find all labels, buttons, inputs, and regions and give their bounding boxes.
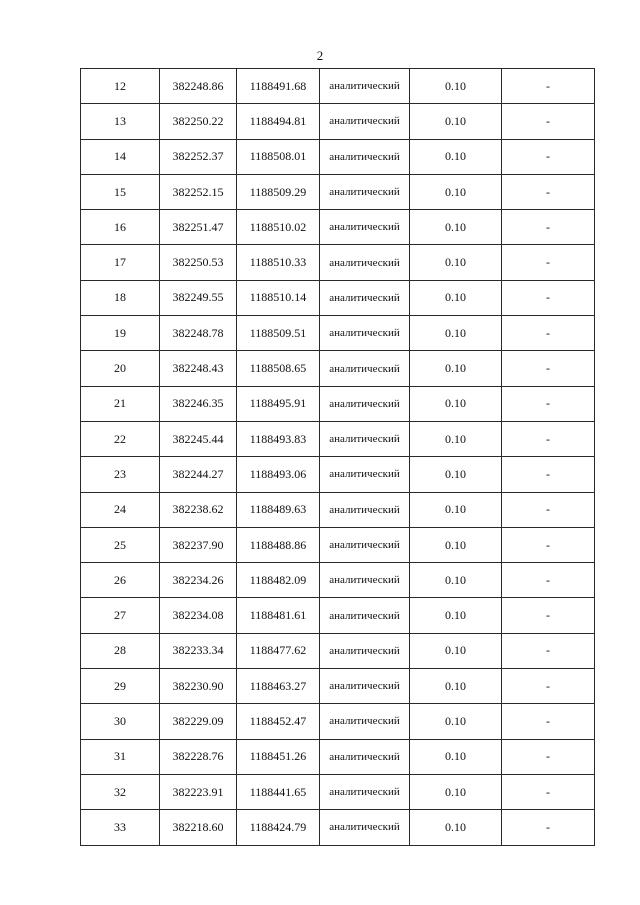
y-coordinate-cell: 1188477.62 (237, 633, 320, 668)
accuracy-cell: 0.10 (410, 669, 502, 704)
table-row (81, 669, 595, 704)
point-number-cell: 12 (81, 69, 160, 104)
method-cell: аналитический (320, 316, 410, 351)
description-cell: - (502, 69, 595, 104)
description-cell: - (502, 245, 595, 280)
method-cell: аналитический (320, 739, 410, 774)
point-number-cell: 31 (81, 739, 160, 774)
table-row (81, 421, 595, 456)
x-coordinate-cell: 382228.76 (160, 739, 237, 774)
x-coordinate-cell: 382250.53 (160, 245, 237, 280)
method-cell: аналитический (320, 527, 410, 562)
y-coordinate-cell: 1188508.01 (237, 139, 320, 174)
method-cell: аналитический (320, 104, 410, 139)
method-cell: аналитический (320, 633, 410, 668)
table-row (81, 739, 595, 774)
point-number-cell: 17 (81, 245, 160, 280)
y-coordinate-cell: 1188495.91 (237, 386, 320, 421)
point-number-cell: 22 (81, 421, 160, 456)
description-cell: - (502, 386, 595, 421)
y-coordinate-cell: 1188452.47 (237, 704, 320, 739)
x-coordinate-cell: 382233.34 (160, 633, 237, 668)
y-coordinate-cell: 1188491.68 (237, 69, 320, 104)
description-cell: - (502, 669, 595, 704)
x-coordinate-cell: 382237.90 (160, 527, 237, 562)
table-row (81, 527, 595, 562)
method-cell: аналитический (320, 598, 410, 633)
y-coordinate-cell: 1188463.27 (237, 669, 320, 704)
point-number-cell: 25 (81, 527, 160, 562)
table-row (81, 598, 595, 633)
y-coordinate-cell: 1188441.65 (237, 774, 320, 809)
method-cell: аналитический (320, 174, 410, 209)
y-coordinate-cell: 1188451.26 (237, 739, 320, 774)
point-number-cell: 23 (81, 457, 160, 492)
table-row (81, 563, 595, 598)
x-coordinate-cell: 382249.55 (160, 280, 237, 315)
accuracy-cell: 0.10 (410, 527, 502, 562)
x-coordinate-cell: 382248.86 (160, 69, 237, 104)
accuracy-cell: 0.10 (410, 739, 502, 774)
point-number-cell: 21 (81, 386, 160, 421)
accuracy-cell: 0.10 (410, 386, 502, 421)
accuracy-cell: 0.10 (410, 280, 502, 315)
point-number-cell: 15 (81, 174, 160, 209)
accuracy-cell: 0.10 (410, 492, 502, 527)
method-cell: аналитический (320, 774, 410, 809)
accuracy-cell: 0.10 (410, 316, 502, 351)
description-cell: - (502, 704, 595, 739)
accuracy-cell: 0.10 (410, 563, 502, 598)
coordinates-table-body (81, 69, 595, 846)
table-row (81, 174, 595, 209)
accuracy-cell: 0.10 (410, 210, 502, 245)
method-cell: аналитический (320, 563, 410, 598)
x-coordinate-cell: 382229.09 (160, 704, 237, 739)
point-number-cell: 28 (81, 633, 160, 668)
table-row (81, 245, 595, 280)
table-row (81, 774, 595, 809)
accuracy-cell: 0.10 (410, 633, 502, 668)
description-cell: - (502, 316, 595, 351)
table-row (81, 492, 595, 527)
method-cell: аналитический (320, 139, 410, 174)
description-cell: - (502, 210, 595, 245)
point-number-cell: 20 (81, 351, 160, 386)
description-cell: - (502, 527, 595, 562)
method-cell: аналитический (320, 457, 410, 492)
accuracy-cell: 0.10 (410, 774, 502, 809)
accuracy-cell: 0.10 (410, 421, 502, 456)
y-coordinate-cell: 1188493.06 (237, 457, 320, 492)
x-coordinate-cell: 382252.15 (160, 174, 237, 209)
x-coordinate-cell: 382238.62 (160, 492, 237, 527)
y-coordinate-cell: 1188510.14 (237, 280, 320, 315)
y-coordinate-cell: 1188510.33 (237, 245, 320, 280)
x-coordinate-cell: 382234.08 (160, 598, 237, 633)
coordinates-table (80, 68, 595, 846)
table-row (81, 704, 595, 739)
point-number-cell: 16 (81, 210, 160, 245)
point-number-cell: 14 (81, 139, 160, 174)
description-cell: - (502, 598, 595, 633)
y-coordinate-cell: 1188510.02 (237, 210, 320, 245)
table-row (81, 810, 595, 845)
table-row (81, 386, 595, 421)
accuracy-cell: 0.10 (410, 810, 502, 845)
accuracy-cell: 0.10 (410, 174, 502, 209)
x-coordinate-cell: 382250.22 (160, 104, 237, 139)
point-number-cell: 26 (81, 563, 160, 598)
y-coordinate-cell: 1188509.51 (237, 316, 320, 351)
x-coordinate-cell: 382248.78 (160, 316, 237, 351)
table-row (81, 457, 595, 492)
method-cell: аналитический (320, 386, 410, 421)
page-number: 2 (316, 48, 324, 63)
accuracy-cell: 0.10 (410, 139, 502, 174)
description-cell: - (502, 280, 595, 315)
y-coordinate-cell: 1188488.86 (237, 527, 320, 562)
method-cell: аналитический (320, 210, 410, 245)
description-cell: - (502, 774, 595, 809)
x-coordinate-cell: 382230.90 (160, 669, 237, 704)
accuracy-cell: 0.10 (410, 69, 502, 104)
method-cell: аналитический (320, 421, 410, 456)
y-coordinate-cell: 1188482.09 (237, 563, 320, 598)
table-row (81, 210, 595, 245)
x-coordinate-cell: 382234.26 (160, 563, 237, 598)
point-number-cell: 18 (81, 280, 160, 315)
point-number-cell: 19 (81, 316, 160, 351)
description-cell: - (502, 739, 595, 774)
point-number-cell: 33 (81, 810, 160, 845)
method-cell: аналитический (320, 704, 410, 739)
description-cell: - (502, 139, 595, 174)
point-number-cell: 27 (81, 598, 160, 633)
description-cell: - (502, 563, 595, 598)
description-cell: - (502, 421, 595, 456)
method-cell: аналитический (320, 280, 410, 315)
x-coordinate-cell: 382218.60 (160, 810, 237, 845)
y-coordinate-cell: 1188493.83 (237, 421, 320, 456)
point-number-cell: 29 (81, 669, 160, 704)
y-coordinate-cell: 1188424.79 (237, 810, 320, 845)
point-number-cell: 13 (81, 104, 160, 139)
x-coordinate-cell: 382251.47 (160, 210, 237, 245)
y-coordinate-cell: 1188489.63 (237, 492, 320, 527)
table-row (81, 139, 595, 174)
accuracy-cell: 0.10 (410, 457, 502, 492)
accuracy-cell: 0.10 (410, 104, 502, 139)
x-coordinate-cell: 382246.35 (160, 386, 237, 421)
method-cell: аналитический (320, 351, 410, 386)
description-cell: - (502, 457, 595, 492)
x-coordinate-cell: 382248.43 (160, 351, 237, 386)
x-coordinate-cell: 382245.44 (160, 421, 237, 456)
point-number-cell: 30 (81, 704, 160, 739)
accuracy-cell: 0.10 (410, 245, 502, 280)
table-row (81, 104, 595, 139)
accuracy-cell: 0.10 (410, 704, 502, 739)
x-coordinate-cell: 382223.91 (160, 774, 237, 809)
table-row (81, 280, 595, 315)
x-coordinate-cell: 382252.37 (160, 139, 237, 174)
table-row (81, 351, 595, 386)
table-row (81, 316, 595, 351)
y-coordinate-cell: 1188481.61 (237, 598, 320, 633)
point-number-cell: 32 (81, 774, 160, 809)
table-row (81, 633, 595, 668)
method-cell: аналитический (320, 492, 410, 527)
description-cell: - (502, 174, 595, 209)
table-row (81, 69, 595, 104)
description-cell: - (502, 492, 595, 527)
method-cell: аналитический (320, 669, 410, 704)
y-coordinate-cell: 1188509.29 (237, 174, 320, 209)
description-cell: - (502, 104, 595, 139)
accuracy-cell: 0.10 (410, 351, 502, 386)
accuracy-cell: 0.10 (410, 598, 502, 633)
method-cell: аналитический (320, 810, 410, 845)
description-cell: - (502, 633, 595, 668)
point-number-cell: 24 (81, 492, 160, 527)
description-cell: - (502, 351, 595, 386)
method-cell: аналитический (320, 69, 410, 104)
x-coordinate-cell: 382244.27 (160, 457, 237, 492)
method-cell: аналитический (320, 245, 410, 280)
y-coordinate-cell: 1188508.65 (237, 351, 320, 386)
y-coordinate-cell: 1188494.81 (237, 104, 320, 139)
description-cell: - (502, 810, 595, 845)
